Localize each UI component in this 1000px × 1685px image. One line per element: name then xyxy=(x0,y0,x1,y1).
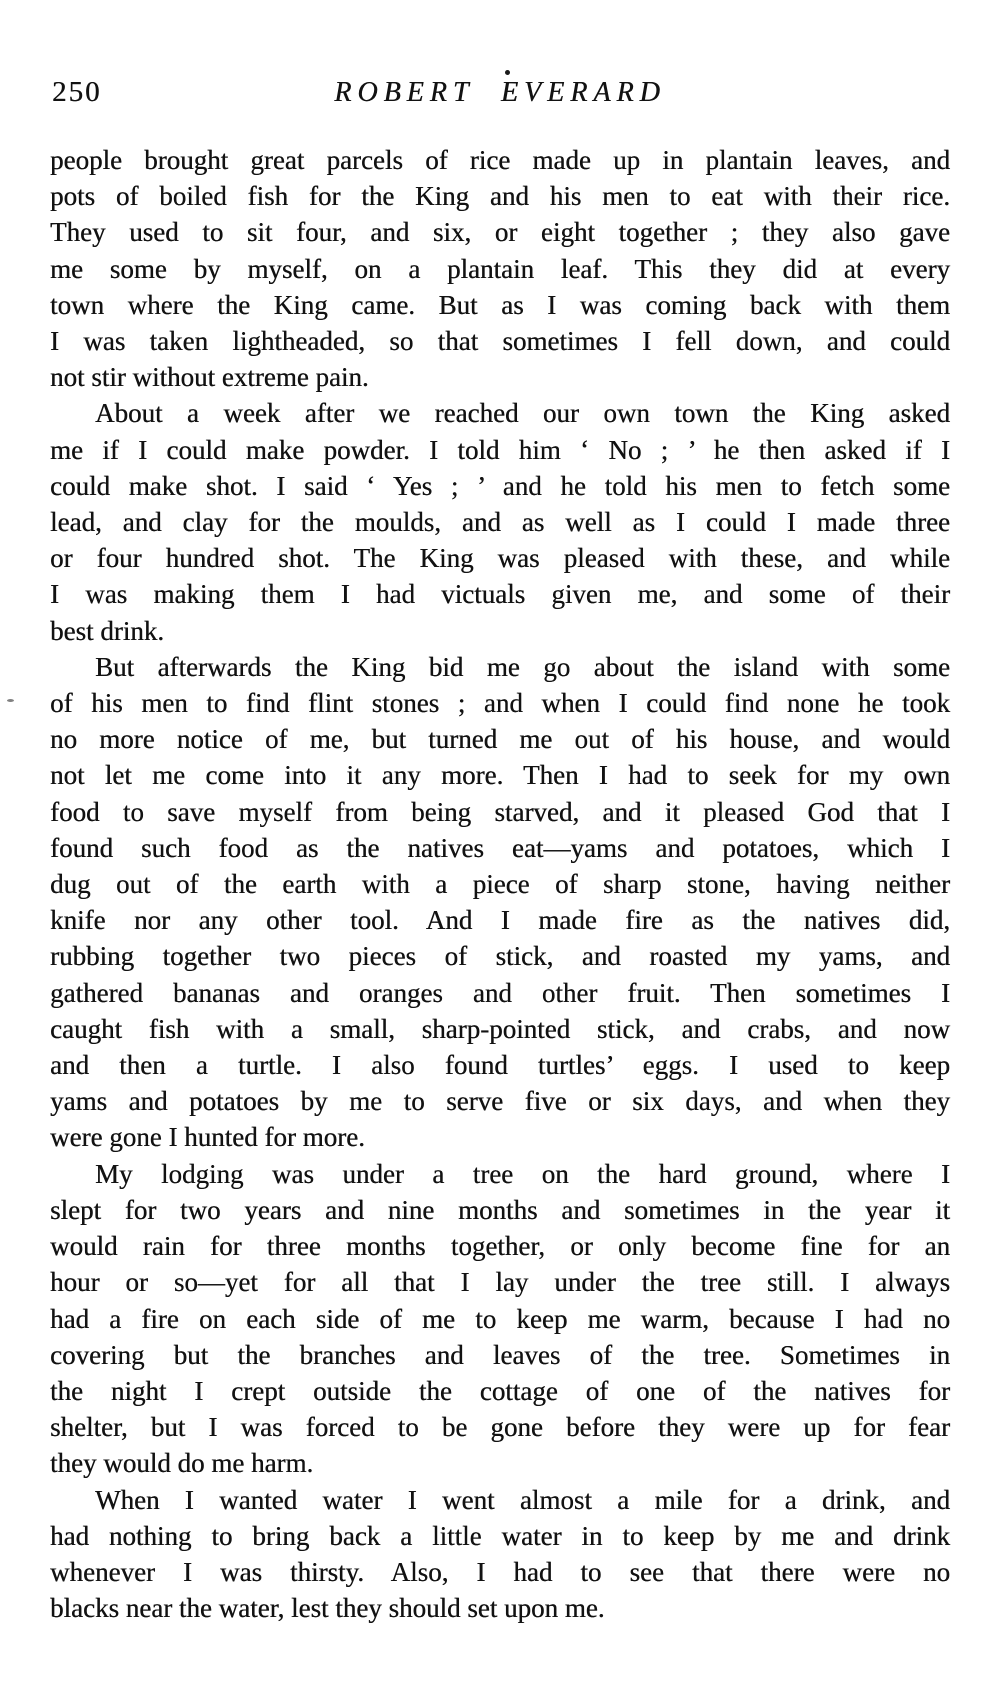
text-line: When I wanted water I went almost a mile for a drink, and xyxy=(95,1484,950,1515)
text-line: found such food as the natives eat—yams and potatoes, which I xyxy=(50,832,950,863)
text-line: They used to sit four, and six, or eight together ; they also gave xyxy=(50,217,950,248)
text-line: had nothing to bring back a little water in to keep by me and drink xyxy=(50,1520,950,1551)
paragraph xyxy=(50,1156,950,1482)
paragraph xyxy=(50,142,950,395)
text-line: I was making them I had victuals given me, and some of their xyxy=(50,579,950,610)
page-number: 250 xyxy=(52,76,102,108)
text-line: hour or so—yet for all that I lay under the tree still. I always xyxy=(50,1267,950,1298)
page-body xyxy=(50,142,950,1626)
paragraph xyxy=(50,1482,950,1627)
text-line: no more notice of me, but turned me out of his house, and would xyxy=(50,724,950,755)
text-line: whenever I was thirsty. Also, I had to see that there were no xyxy=(50,1556,950,1587)
text-line: shelter, but I was forced to be gone before they were up for fear xyxy=(50,1412,950,1443)
paragraph xyxy=(50,649,950,1156)
text-line: But afterwards the King bid me go about the island with some xyxy=(95,651,950,682)
text-line: could make shot. I said ‘ Yes ; ’ and he told his men to fetch some xyxy=(50,470,950,501)
text-line: My lodging was under a tree on the hard ground, where I xyxy=(95,1158,950,1189)
text-line: covering but the branches and leaves of the tree. Sometimes in xyxy=(50,1339,950,1370)
text-line: I was taken lightheaded, so that sometimes I fell down, and could xyxy=(50,326,950,357)
text-line: yams and potatoes by me to serve five or six days, and when they xyxy=(50,1086,950,1117)
text-line: town where the King came. But as I was coming back with them xyxy=(50,289,950,320)
text-line: of his men to find flint stones ; and when I could find none he took xyxy=(50,688,950,719)
text-line: best drink. xyxy=(50,615,164,646)
text-line: they would do me harm. xyxy=(50,1448,314,1479)
text-line: people brought great parcels of rice made up in plantain leaves, and xyxy=(50,145,950,175)
text-line: food to save myself from being starved, and it pleased God that I xyxy=(50,796,950,827)
text-line: caught fish with a small, sharp-pointed stick, and crabs, and now xyxy=(50,1013,950,1044)
page-header xyxy=(50,78,950,112)
text-line: blacks near the water, lest they should set upon me. xyxy=(50,1593,605,1624)
text-line: had a fire on each side of me to keep me warm, because I had no xyxy=(50,1303,950,1334)
scan-artifact-speck xyxy=(7,699,14,702)
text-line: would rain for three months together, or only become fine for an xyxy=(50,1231,950,1262)
text-line: gathered bananas and oranges and other fruit. Then sometimes I xyxy=(50,977,950,1008)
text-line: and then a turtle. I also found turtles’ eggs. I used to keep xyxy=(50,1050,950,1081)
text-line: pots of boiled fish for the King and his men to eat with their rice. xyxy=(50,181,950,212)
text-line: slept for two years and nine months and sometimes in the year it xyxy=(50,1194,950,1225)
text-line: the night I crept outside the cottage of one of the natives for xyxy=(50,1375,950,1406)
text-line: lead, and clay for the moulds, and as well as I could I made three xyxy=(50,507,950,538)
text-line: dug out of the earth with a piece of sharp stone, having neither xyxy=(50,869,950,900)
text-line: rubbing together two pieces of stick, and roasted my yams, and xyxy=(50,941,950,972)
text-line: About a week after we reached our own town the King asked xyxy=(95,398,950,429)
text-line: were gone I hunted for more. xyxy=(50,1122,365,1153)
text-line: knife nor any other tool. And I made fire as the natives did, xyxy=(50,905,950,936)
text-line: not stir without extreme pain. xyxy=(50,362,369,393)
text-line: me some by myself, on a plantain leaf. This they did at every xyxy=(50,253,950,284)
scan-artifact-dot xyxy=(505,70,510,75)
text-line: me if I could make powder. I told him ‘ No ; ’ he then asked if I xyxy=(50,434,950,465)
running-header-title: ROBERT EVERARD xyxy=(334,77,666,108)
paragraph xyxy=(50,395,950,648)
text-line: or four hundred shot. The King was pleased with these, and while xyxy=(50,543,950,574)
text-line: not let me come into it any more. Then I had to seek for my own xyxy=(50,760,950,791)
